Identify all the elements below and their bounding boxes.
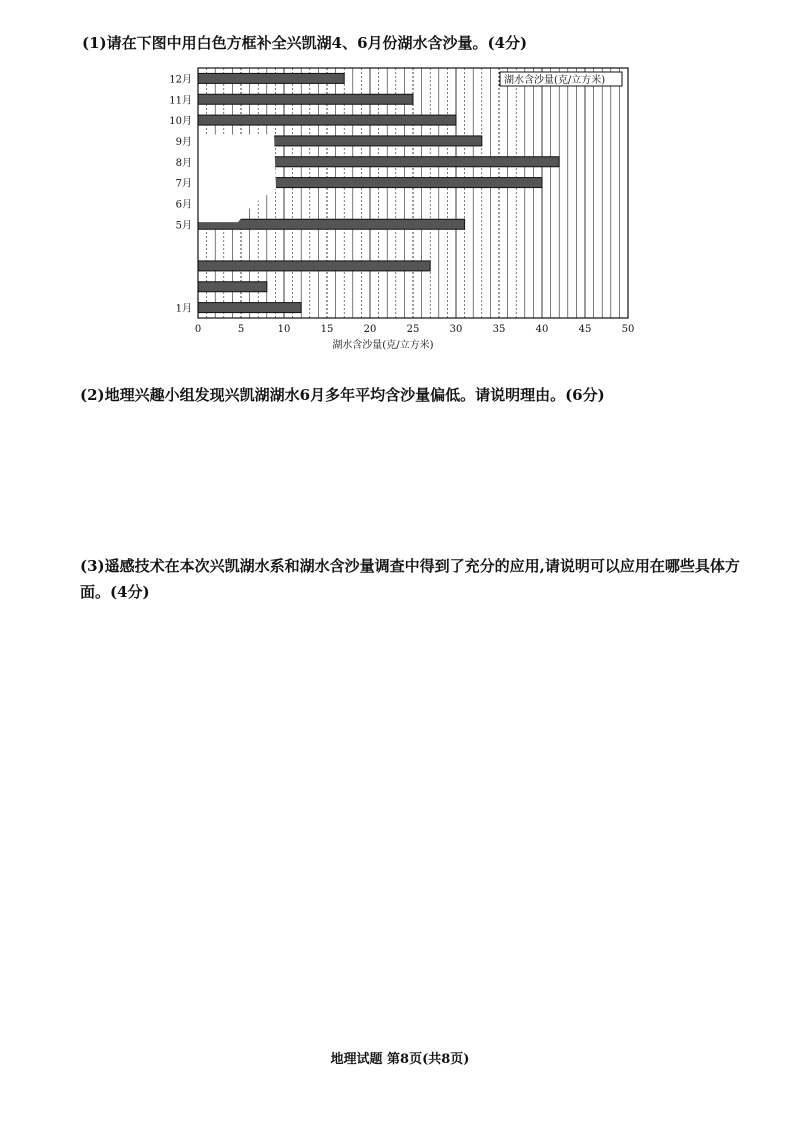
y-tick-label: 11月 [169,95,192,107]
bar-3月 [198,261,430,271]
x-axis-label: 湖水含沙量(克/立方米) [332,340,434,351]
legend-text: 湖水含沙量(克/立方米) [504,75,606,86]
y-tick-label: 10月 [169,116,192,128]
chart-legend [500,72,622,86]
question-3-text: (3)遥感技术在本次兴凯湖水系和湖水含沙量调查中得到了充分的应用,请说明可以应用在哪些具体方面。(4分) [80,557,740,601]
x-tick-label: 30 [449,324,463,335]
bar-2月 [198,282,267,292]
x-tick-label: 35 [492,324,506,335]
y-tick-label: 1月 [175,303,192,315]
x-tick-label: 50 [621,324,635,335]
y-tick-label: 6月 [175,199,192,211]
y-tick-label: 9月 [175,136,192,148]
x-tick-label: 10 [277,324,291,335]
bar-1月 [198,303,301,313]
x-tick-label: 15 [320,324,334,335]
x-tick-label: 45 [578,324,592,335]
y-tick-label: 12月 [169,74,192,86]
x-tick-labels [195,324,635,335]
question-1-text: (1)请在下图中用白色方框补全兴凯湖4、6月份湖水含沙量。(4分) [82,34,528,52]
y-tick-label: 5月 [175,220,192,232]
sediment-bar-chart [160,60,640,360]
question-2-text: (2)地理兴趣小组发现兴凯湖湖水6月多年平均含沙量偏低。请说明理由。(6分) [80,386,605,404]
bar-12月 [198,73,344,83]
x-tick-label: 25 [406,324,420,335]
bar-11月 [198,94,413,104]
y-tick-label: 8月 [175,157,192,169]
bar-10月 [198,115,456,125]
x-tick-label: 20 [363,324,377,335]
x-tick-label: 0 [194,324,202,335]
page-footer: 地理试题 第8页(共8页) [330,1052,470,1067]
y-tick-label: 7月 [175,178,192,190]
x-tick-label: 5 [237,324,245,335]
x-tick-label: 40 [535,324,549,335]
